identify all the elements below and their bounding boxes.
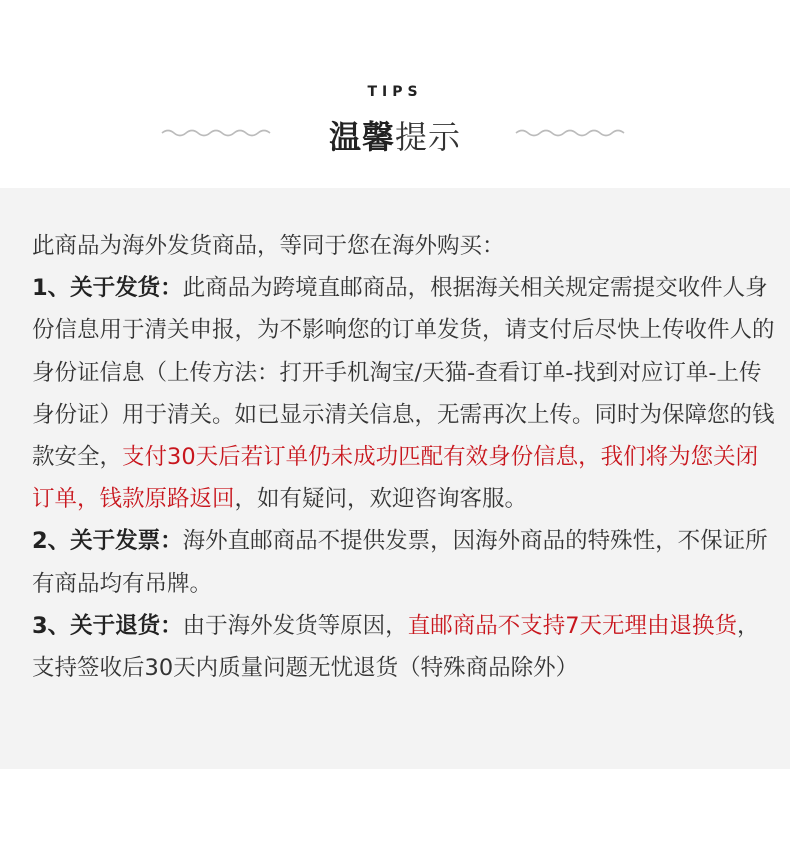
item-return-label: 3、关于退货 (32, 612, 161, 639)
item-return-text: 由于海外发货等原因， (182, 612, 408, 639)
tips-label: TIPS (367, 84, 423, 100)
item-shipping (32, 267, 777, 520)
wave-divider-right-icon (514, 126, 629, 140)
item-return (32, 605, 777, 689)
title-bold: 温馨 (328, 118, 395, 156)
item-shipping-text: 此商品为跨境直邮商品，根据海关相关规定需提交收件人身份信息用于清关申报，为不影响您的订单发货，请支付后尽快上传收件人的身份证信息（上传方法：打开手机淘宝/天猫-查看订单-找到对应订单-上传身份证）用于清关。如已显示清关信息，无需再次上传。同时为保障您的钱款安全， (32, 275, 775, 471)
item-invoice (32, 520, 777, 604)
item-return-colon: ： (160, 612, 183, 639)
header (0, 0, 790, 188)
notice-content (32, 225, 777, 689)
item-invoice-colon: ： (160, 528, 183, 555)
intro-text: 此商品为海外发货商品，等同于您在海外购买： (32, 233, 505, 259)
page-title (0, 112, 790, 158)
item-return-tail: ，支持签收后30天内质量问题无忧退货（特殊商品除外） (32, 612, 760, 682)
item-return-warning: 直邮商品不支持7天无理由退换货 (407, 612, 738, 639)
item-shipping-label: 1、关于发货 (32, 275, 161, 302)
item-shipping-colon: ： (160, 275, 183, 302)
item-shipping-warning: 支付30天后若订单仍未成功匹配有效身份信息，我们将为您关闭订单，钱款原路返回 (32, 444, 759, 513)
item-shipping-tail: ，如有疑问，欢迎咨询客服。 (234, 486, 528, 513)
title-light: 提示 (395, 118, 462, 156)
item-invoice-text: 海外直邮商品不提供发票，因海外商品的特殊性，不保证所有商品均有吊牌。 (32, 528, 768, 597)
item-invoice-label: 2、关于发票 (32, 528, 161, 555)
